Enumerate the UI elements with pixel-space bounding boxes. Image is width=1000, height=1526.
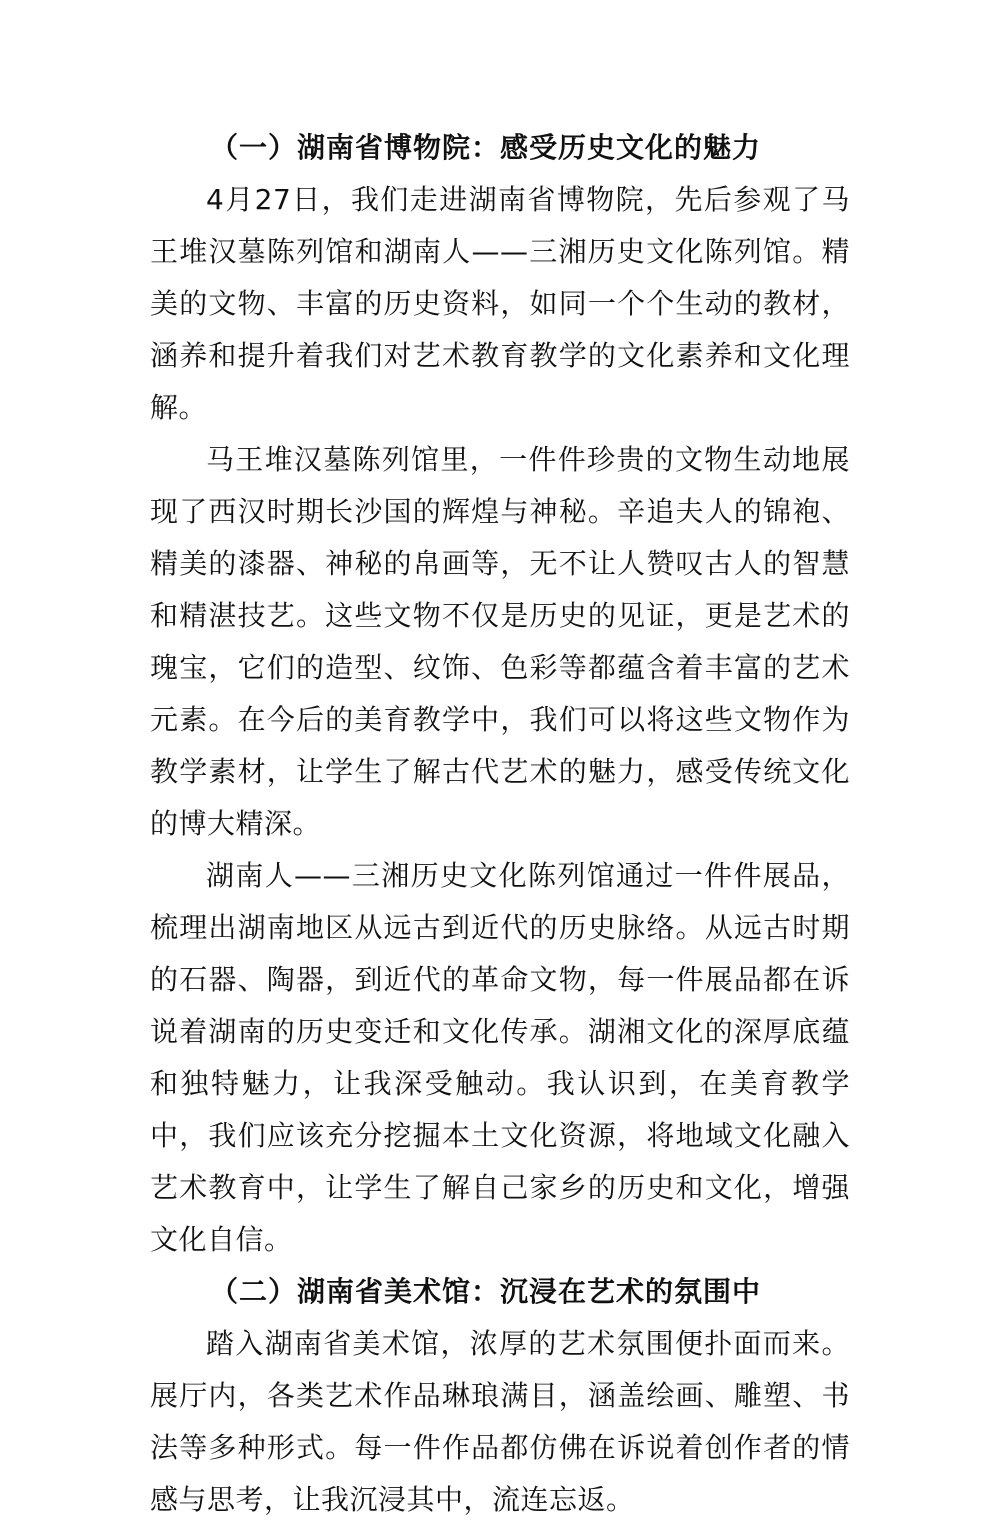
document-body xyxy=(150,122,850,1526)
section-2-paragraph-1: 踏入湖南省美术馆，浓厚的艺术氛围便扑面而来。展厅内，各类艺术作品琳琅满目，涵盖绘画、雕塑、书法等多种形式。每一件作品都仿佛在诉说着创作者的情感与思考，让我沉浸其中，流连忘返。 xyxy=(150,1327,850,1516)
section-1-paragraph-3: 湖南人——三湘历史文化陈列馆通过一件件展品，梳理出湖南地区从远古到近代的历史脉络。从远古时期的石器、陶器，到近代的革命文物，每一件展品都在诉说着湖南的历史变迁和文化传承。湖湘文化的深厚底蕴和独特魅力，让我深受触动。我认识到，在美育教学中，我们应该充分挖掘本土文化资源，将地域文化融入艺术教育中，让学生了解自己家乡的历史和文化，增强文化自信。 xyxy=(150,859,850,1256)
section-1-paragraph-1: 4月27日，我们走进湖南省博物院，先后参观了马王堆汉墓陈列馆和湖南人——三湘历史文化陈列馆。精美的文物、丰富的历史资料，如同一个个生动的教材，涵养和提升着我们对艺术教育教学的文化素养和文化理解。 xyxy=(150,183,850,424)
section-1-paragraph-2: 马王堆汉墓陈列馆里，一件件珍贵的文物生动地展现了西汉时期长沙国的辉煌与神秘。辛追夫人的锦袍、精美的漆器、神秘的帛画等，无不让人赞叹古人的智慧和精湛技艺。这些文物不仅是历史的见证，更是艺术的瑰宝，它们的造型、纹饰、色彩等都蕴含着丰富的艺术元素。在今后的美育教学中，我们可以将这些文物作为教学素材，让学生了解古代艺术的魅力，感受传统文化的博大精深。 xyxy=(150,443,850,840)
section-1-heading: （一）湖南省博物院：感受历史文化的魅力 xyxy=(210,131,762,164)
section-2-heading: （二）湖南省美术馆：沉浸在艺术的氛围中 xyxy=(210,1275,762,1308)
